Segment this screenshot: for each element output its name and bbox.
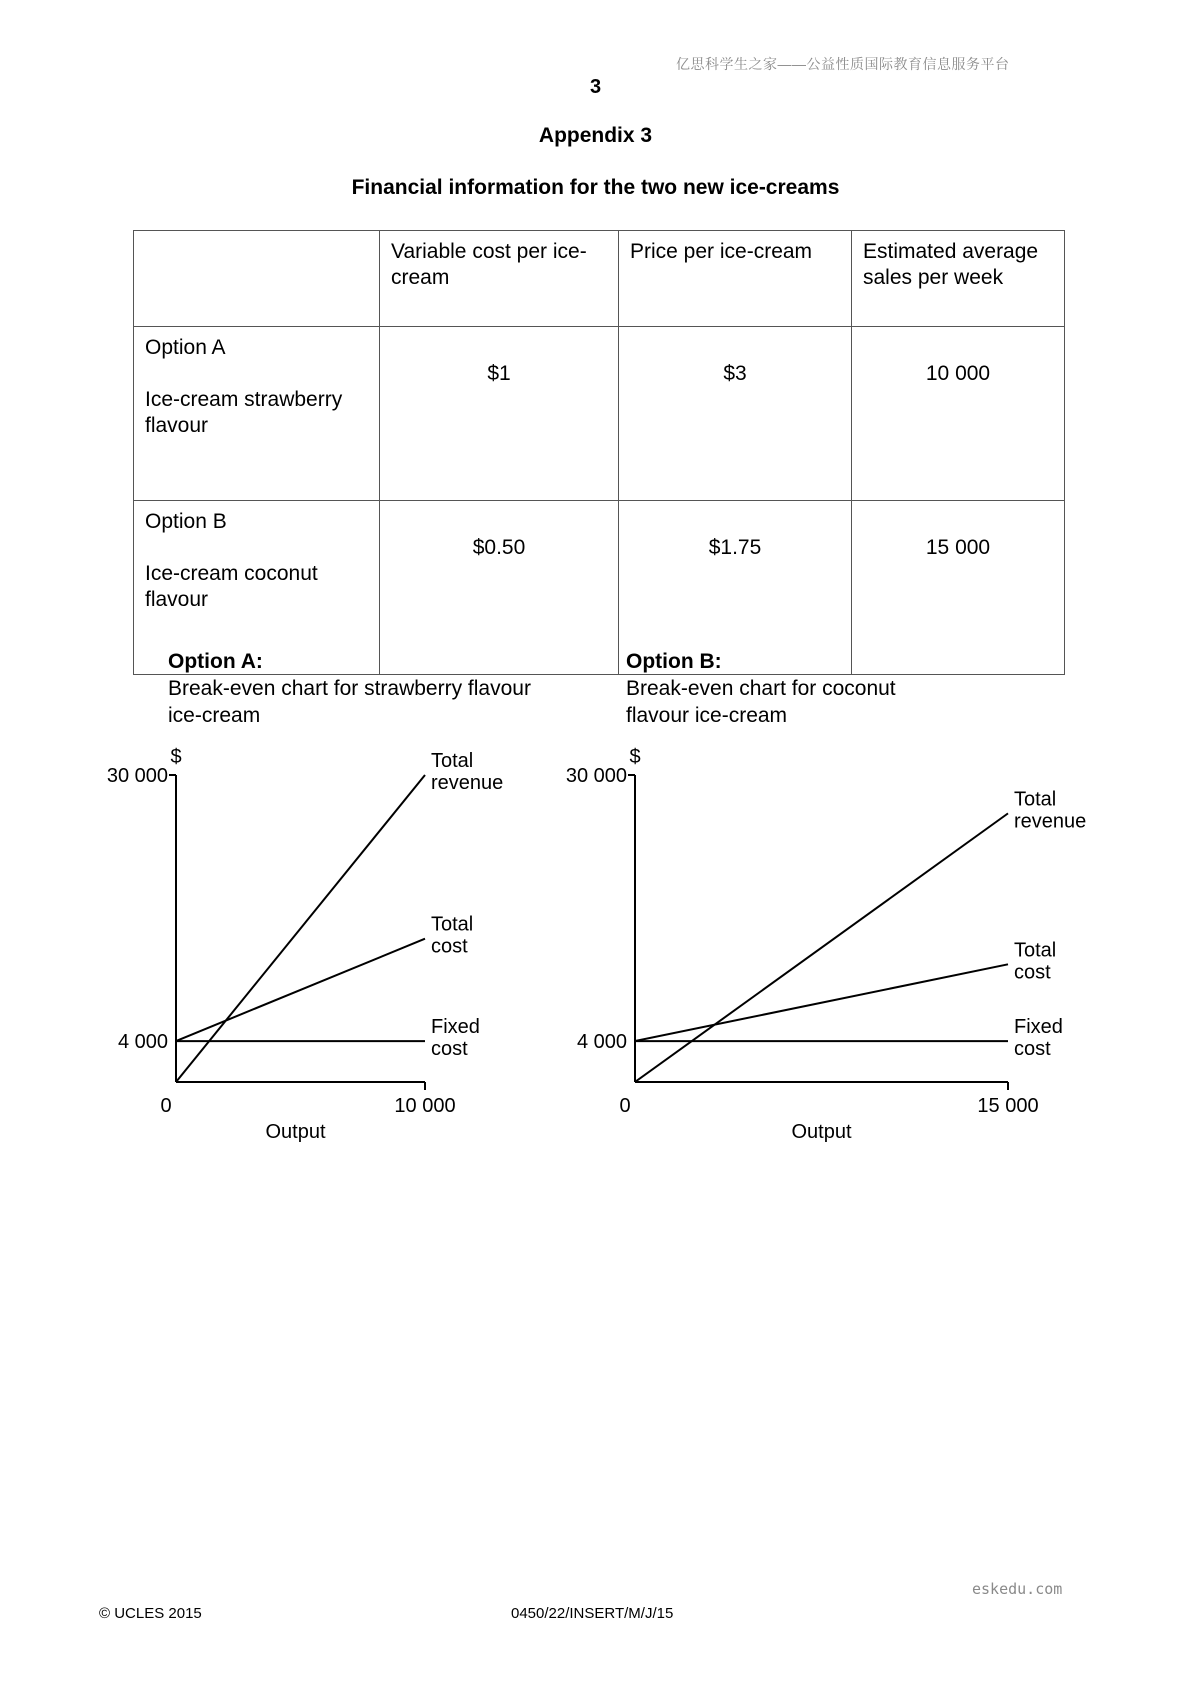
chart-a-y-label: $ <box>170 746 182 768</box>
price-cell: $1.75 <box>619 501 852 675</box>
chart-a-total-cost-label: Total <box>431 913 474 936</box>
chart-a-total-revenue-label: Total <box>431 750 474 772</box>
chart-b-x-label: Output <box>791 1121 852 1143</box>
chart-a-x-tick-label: 0 <box>160 1095 172 1117</box>
chart-b-total-cost-label: Total <box>1014 939 1057 962</box>
chart-b-y-tick-label: 30 000 <box>565 765 627 787</box>
chart-b-x-tick-label: 0 <box>619 1095 631 1117</box>
chart-b-option: Option B: <box>626 650 722 673</box>
chart-a-y-tick-label: 4 000 <box>117 1031 168 1054</box>
chart-a-x-tick-label: 10 000 <box>394 1095 456 1117</box>
chart-b-fixed-cost-label: Fixed <box>1014 1016 1063 1039</box>
product-label: Ice-cream coconut flavour <box>145 562 318 611</box>
chart-b-fixed-cost-label: cost <box>1014 1038 1051 1061</box>
chart-a-y-tick-label: 30 000 <box>106 765 168 787</box>
chart-a-x-label: Output <box>265 1121 326 1143</box>
chart-b-total-cost-line <box>635 964 1008 1041</box>
copyright-text: © UCLES 2015 <box>99 1605 202 1622</box>
chart-b-total-revenue-label: Total <box>1014 788 1057 811</box>
variable-cost-cell: $1 <box>380 327 619 501</box>
page-number: 3 <box>589 76 602 98</box>
table-header-cell: Variable cost per ice-cream <box>380 231 619 327</box>
chart-b-x-tick-label: 15 000 <box>977 1095 1039 1117</box>
chart-a-fixed-cost-label: Fixed <box>431 1016 480 1039</box>
site-watermark: eskedu.com <box>972 1580 1063 1598</box>
option-label: Option B <box>145 510 227 533</box>
chart-a-fixed-cost-label: cost <box>431 1038 468 1061</box>
table-header-cell: Price per ice-cream <box>619 231 852 327</box>
chart-a-total-cost-line <box>176 939 425 1041</box>
variable-cost-cell: $0.50 <box>380 501 619 675</box>
chart-a-total-revenue-line <box>176 775 425 1082</box>
sales-cell: 10 000 <box>852 327 1065 501</box>
option-label: Option A <box>145 336 226 359</box>
chart-a-total-cost-label: cost <box>431 935 468 958</box>
chart-b-title: Break-even chart for coconut flavour ice-cream <box>626 677 896 727</box>
paper-code: 0450/22/INSERT/M/J/15 <box>511 1605 674 1622</box>
appendix-title: Appendix 3 <box>538 124 653 147</box>
chart-a-total-revenue-label: revenue <box>431 772 504 794</box>
product-label: Ice-cream strawberry flavour <box>145 388 343 437</box>
chart-a-option: Option A: <box>168 650 263 673</box>
price-cell: $3 <box>619 327 852 501</box>
watermark-text: 亿思科学生之家——公益性质国际教育信息服务平台 <box>676 56 1010 72</box>
chart-b-total-cost-label: cost <box>1014 961 1051 984</box>
sales-cell: 15 000 <box>852 501 1065 675</box>
chart-b-total-revenue-label: revenue <box>1014 810 1087 833</box>
table-header-cell: Estimated average sales per week <box>852 231 1065 327</box>
chart-a-title: Break-even chart for strawberry flavour ice-cream <box>168 677 531 727</box>
chart-b-y-tick-label: 4 000 <box>576 1031 627 1054</box>
chart-b-y-label: $ <box>629 746 641 768</box>
section-title: Financial information for the two new ice-creams <box>351 176 840 199</box>
